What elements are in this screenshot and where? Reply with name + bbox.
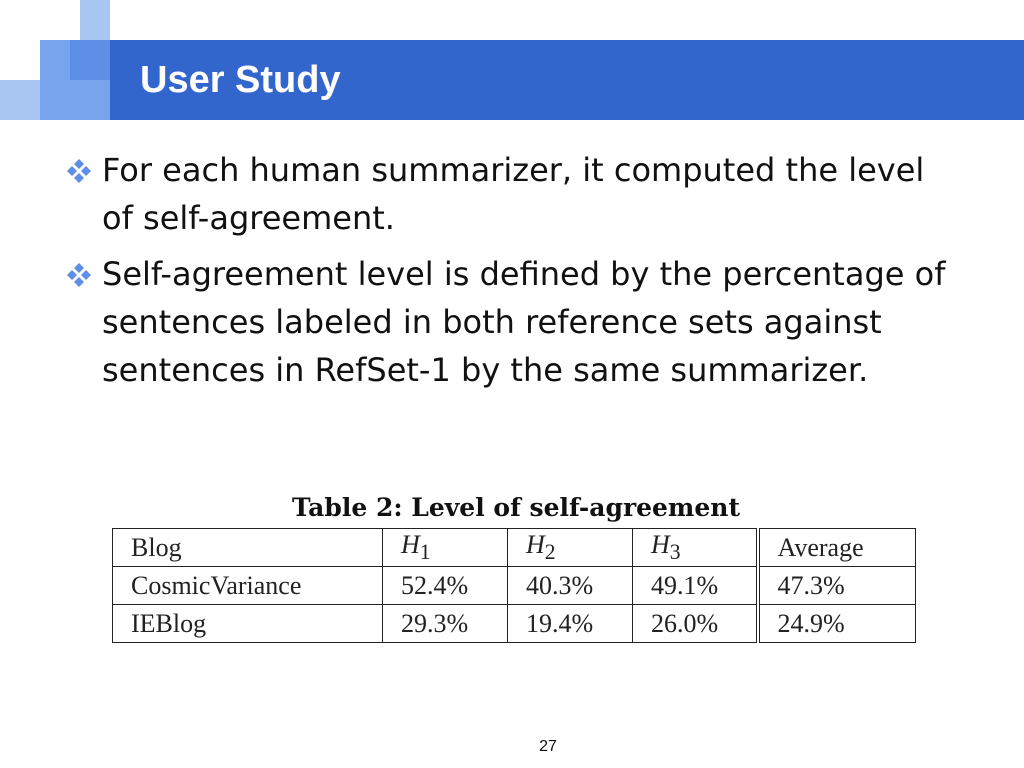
- cell-average: 24.9%: [758, 605, 916, 643]
- page-number: 27: [539, 738, 557, 755]
- slide-title: User Study: [140, 59, 341, 101]
- bullet-list: [64, 146, 964, 402]
- decorative-square: [0, 80, 40, 120]
- bullet-text: For each human summarizer, it computed the level of self-agreement.: [102, 151, 925, 237]
- cell-h2: 40.3%: [508, 567, 633, 605]
- decorative-square: [70, 40, 110, 80]
- header-h1-subscript: 1: [419, 540, 431, 565]
- header-h3-label: H: [651, 529, 670, 559]
- bullet-item: [64, 250, 964, 394]
- bullet-item: [64, 146, 964, 242]
- cell-average: 47.3%: [758, 567, 916, 605]
- table-header-row: [113, 529, 916, 567]
- decorative-square: [80, 0, 110, 40]
- four-diamond-bullet-icon: [66, 262, 92, 288]
- cell-h3: 26.0%: [633, 605, 758, 643]
- header-h3: [633, 529, 758, 567]
- self-agreement-table: [112, 528, 916, 643]
- table-row: [113, 605, 916, 643]
- header-average: Average: [758, 529, 916, 567]
- header-h2: [508, 529, 633, 567]
- table-row: [113, 567, 916, 605]
- cell-h1: 52.4%: [383, 567, 508, 605]
- table-caption: Table 2: Level of self-agreement: [291, 493, 741, 522]
- bullet-text: Self-agreement level is defined by the percentage of sentences labeled in both reference sets against sentences in RefSet-1 by the same summarizer.: [102, 255, 946, 389]
- cell-h1: 29.3%: [383, 605, 508, 643]
- cell-blog: IEBlog: [113, 605, 383, 643]
- header-h1-label: H: [401, 529, 420, 559]
- cell-blog: CosmicVariance: [113, 567, 383, 605]
- cell-h2: 19.4%: [508, 605, 633, 643]
- header-h2-subscript: 2: [544, 540, 556, 565]
- header-h3-subscript: 3: [669, 540, 681, 565]
- cell-h3: 49.1%: [633, 567, 758, 605]
- header-blog: Blog: [113, 529, 383, 567]
- header-h1: [383, 529, 508, 567]
- header-h2-label: H: [526, 529, 545, 559]
- four-diamond-bullet-icon: [66, 158, 92, 184]
